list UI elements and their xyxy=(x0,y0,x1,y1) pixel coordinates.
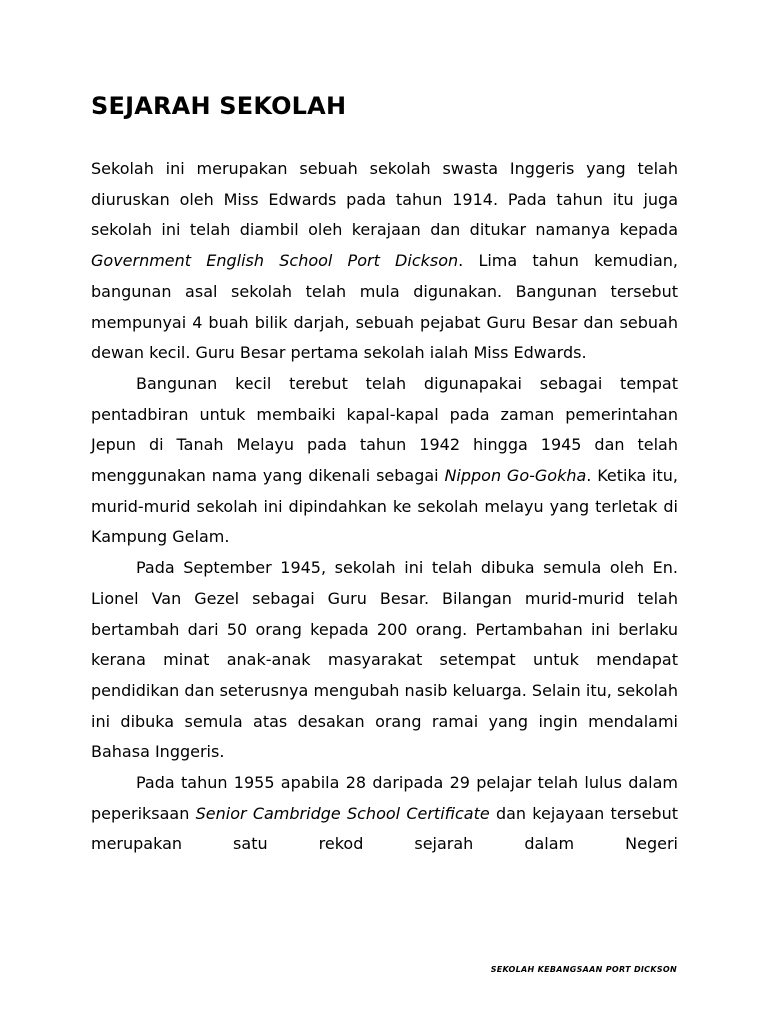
italic-term-nippon: Nippon Go-Gokha xyxy=(444,466,587,486)
paragraph-text: Pada September 1945, sekolah ini telah dibuka semula oleh En. Lionel Van Gezel sebagai Guru Besar. Bilangan murid-murid telah bertambah dari 50 orang kepada 200 orang. Pertambahan ini berlaku kerana minat anak-anak masyarakat setempat untuk mendapat pendidikan dan seterusnya mengubah nasib keluarga. Selain itu, sekolah ini dibuka semula atas desakan orang ramai yang ingin mendalami Bahasa Inggeris. xyxy=(91,558,678,762)
paragraph-text: . Ketika itu, murid-murid sekolah ini dipindahkan ke sekolah melayu yang terletak di Kampung Gelam. xyxy=(91,466,678,547)
paragraph-2 xyxy=(91,369,678,553)
page-title: SEJARAH SEKOLAH xyxy=(91,92,347,120)
italic-term-certificate: Senior Cambridge School Certificate xyxy=(195,803,490,823)
paragraph-text: dan kejayaan tersebut merupakan satu rekod sejarah dalam Negeri xyxy=(91,803,678,854)
paragraph-3 xyxy=(91,553,678,768)
paragraph-text: Pada tahun 1955 apabila 28 daripada 29 pelajar telah lulus dalam peperiksaan xyxy=(91,773,678,823)
italic-term-school-name: Government English School Port Dickson xyxy=(91,251,459,271)
paragraph-text: Sekolah ini merupakan sebuah sekolah swasta Inggeris yang telah diuruskan oleh Miss Edwards pada tahun 1914. Pada tahun itu juga sekolah ini telah diambil oleh kerajaan dan ditukar namanya kepada xyxy=(91,159,678,240)
paragraph-text: . Lima tahun kemudian, bangunan asal sekolah telah mula digunakan. Bangunan tersebut mempunyai 4 buah bilik darjah, sebuah pejabat Guru Besar dan sebuah dewan kecil. Guru Besar pertama sekolah ialah Miss Edwards. xyxy=(91,251,678,363)
paragraph-4 xyxy=(91,768,678,860)
body-text xyxy=(91,154,678,860)
page-footer: SEKOLAH KEBANGSAAN PORT DICKSON xyxy=(490,965,677,974)
paragraph-text: Bangunan kecil terebut telah digunapakai sebagai tempat pentadbiran untuk membaiki kapal-kapal pada zaman pemerintahan Jepun di Tanah Melayu pada tahun 1942 hingga 1945 dan telah menggunakan nama yang dikenali sebagai xyxy=(91,373,678,486)
paragraph-1 xyxy=(91,154,678,369)
